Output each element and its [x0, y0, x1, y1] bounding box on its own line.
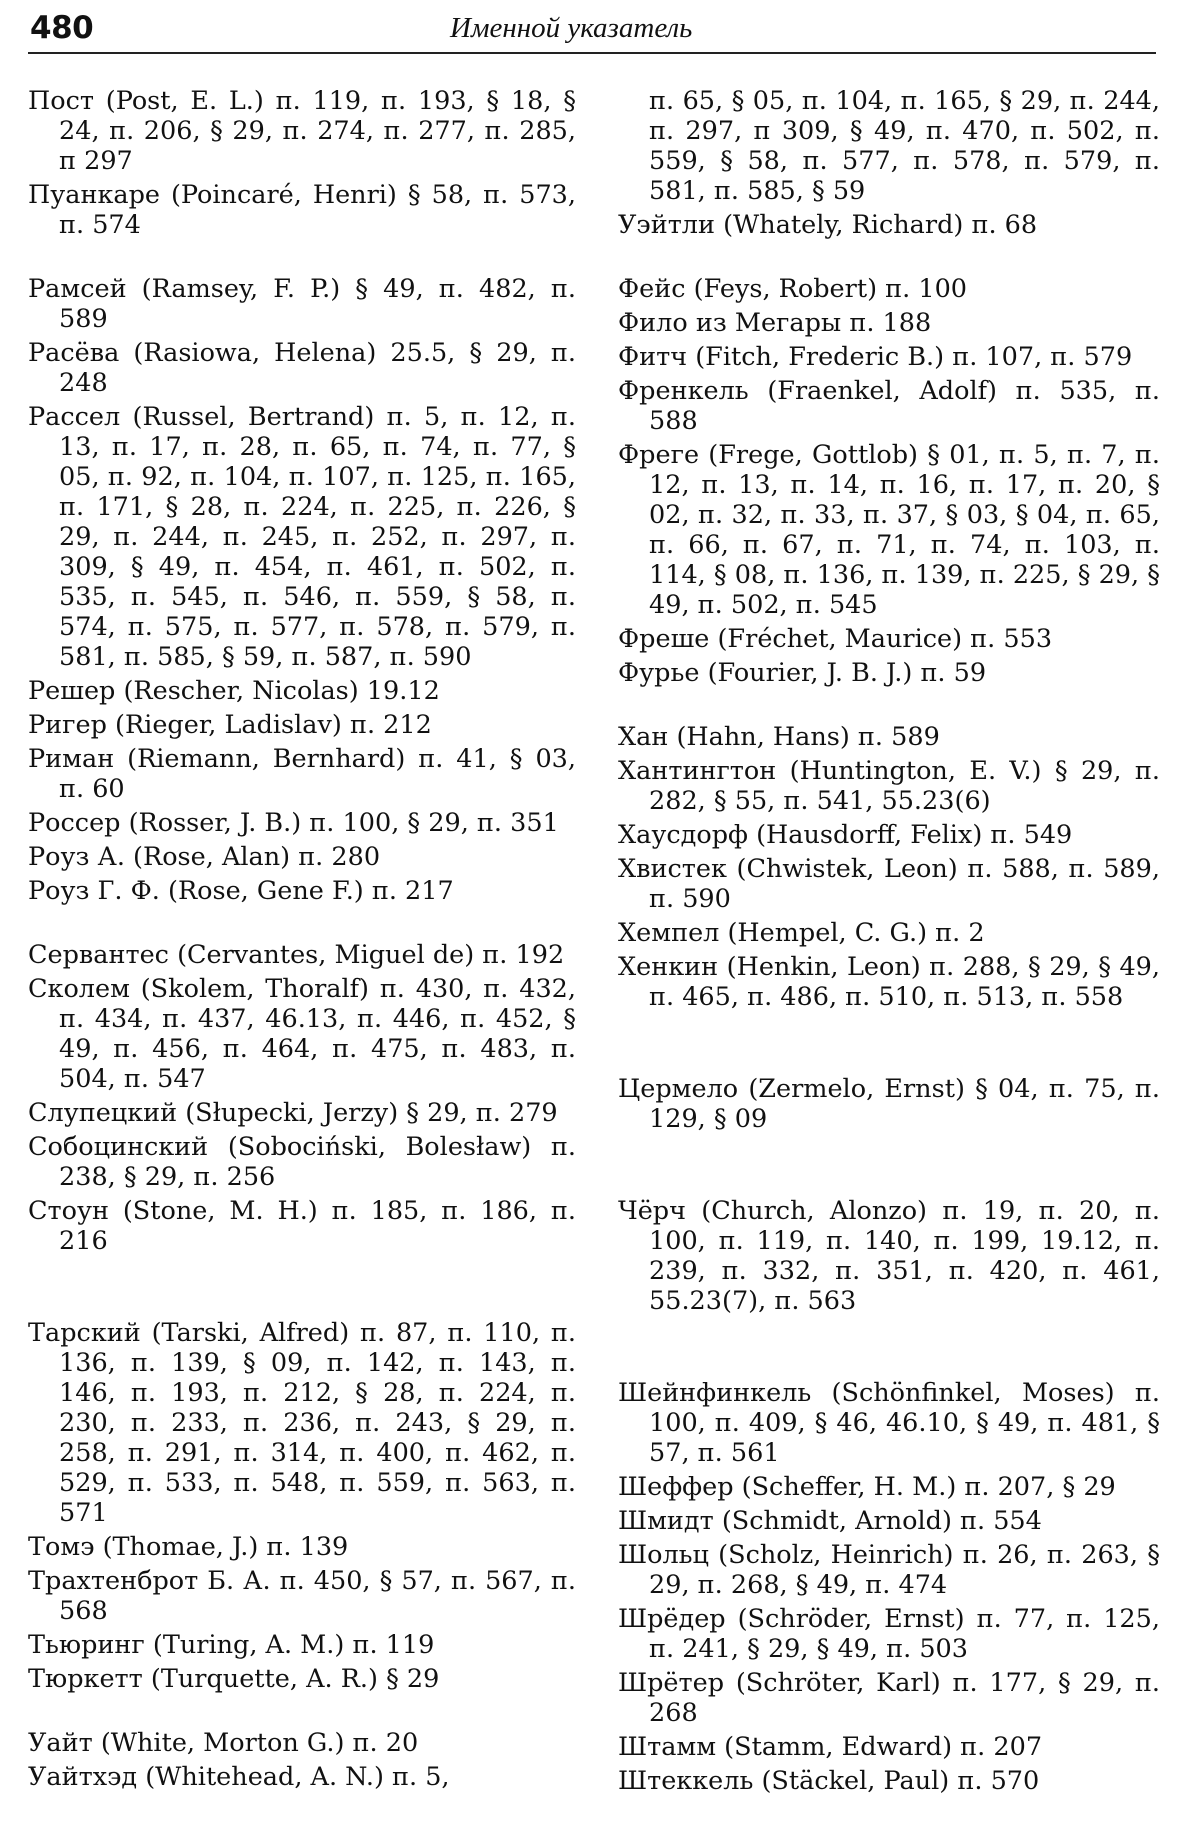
letter-group-gap — [28, 1260, 576, 1318]
index-entry: Шрётер (Schröter, Karl) п. 177, § 29, п. 268 — [618, 1668, 1160, 1728]
letter-group-gap — [618, 244, 1160, 274]
index-entry: Фейс (Feys, Robert) п. 100 — [618, 274, 968, 304]
letter-group-gap — [28, 244, 576, 274]
index-entry: Шейнфинкель (Schönfinkel, Moses) п. 100, п. 409, § 46, 46.10, § 49, п. 481, § 57, п. 561 — [618, 1378, 1160, 1468]
letter-group-gap — [28, 910, 576, 940]
right-column — [618, 86, 1160, 1800]
index-entry: Шрёдер (Schröder, Ernst) п. 77, п. 125, п. 241, § 29, § 49, п. 503 — [618, 1604, 1160, 1664]
index-entry: Сколем (Skolem, Thoralf) п. 430, п. 432, п. 434, п. 437, 46.13, п. 446, п. 452, § 49, п. 456, п. 464, п. 475, п. 483, п. 504, п. 547 — [28, 974, 576, 1094]
letter-group-gap — [618, 692, 1160, 722]
index-entry: Хвистек (Chwistek, Leon) п. 588, п. 589, п. 590 — [618, 854, 1160, 914]
index-entry: Уэйтли (Whately, Richard) п. 68 — [618, 210, 1038, 240]
index-entry: Пост (Post, E. L.) п. 119, п. 193, § 18, § 24, п. 206, § 29, п. 274, п. 277, п. 285, п 297 — [28, 86, 576, 176]
index-entry: Ригер (Rieger, Ladislav) п. 212 — [28, 710, 432, 740]
index-entry: Рассел (Russel, Bertrand) п. 5, п. 12, п. 13, п. 17, п. 28, п. 65, п. 74, п. 77, § 05, п. 92, п. 104, п. 107, п. 125, п. 165, п. 171, § 28, п. 224, п. 225, п. 226, § 29, п. 244, п. 245, п. 252, п. 297, п. 309, § 49, п. 454, п. 461, п. 502, п. 535, п. 545, п. 546, п. 559, § 58, п. 574, п. 575, п. 577, п. 578, п. 579, п. 581, п. 585, § 59, п. 587, п. 590 — [28, 402, 576, 672]
index-entry: Тарский (Tarski, Alfred) п. 87, п. 110, п. 136, п. 139, § 09, п. 142, п. 143, п. 146, п. 193, п. 212, § 28, п. 224, п. 230, п. 233, п. 236, п. 243, § 29, п. 258, п. 291, п. 314, п. 400, п. 462, п. 529, п. 533, п. 548, п. 559, п. 563, п. 571 — [28, 1318, 576, 1528]
index-entry: Сервантес (Cervantes, Miguel de) п. 192 — [28, 940, 565, 970]
index-entry: Хенкин (Henkin, Leon) п. 288, § 29, § 49, п. 465, п. 486, п. 510, п. 513, п. 558 — [618, 952, 1160, 1012]
letter-group-gap — [618, 1320, 1160, 1378]
index-entry: Фурье (Fourier, J. B. J.) п. 59 — [618, 658, 987, 688]
running-title: Именной указатель — [450, 12, 693, 44]
index-entry: Расёва (Rasiowa, Helena) 25.5, § 29, п. 248 — [28, 338, 576, 398]
index-entry: Чёрч (Church, Alonzo) п. 19, п. 20, п. 100, п. 119, п. 140, п. 199, 19.12, п. 239, п. 332, п. 351, п. 420, п. 461, 55.23(7), п. 563 — [618, 1196, 1160, 1316]
index-entry: Решер (Rescher, Nicolas) 19.12 — [28, 676, 440, 706]
left-column — [28, 86, 576, 1796]
index-entry: Собоцинский (Sobociński, Bolesław) п. 238, § 29, п. 256 — [28, 1132, 576, 1192]
index-entry: Уайт (White, Morton G.) п. 20 — [28, 1728, 419, 1758]
index-entry: п. 65, § 05, п. 104, п. 165, § 29, п. 244, п. 297, п 309, § 49, п. 470, п. 502, п. 559, § 58, п. 577, п. 578, п. 579, п. 581, п. 585, § 59 — [649, 86, 1160, 206]
index-entry: Трахтенброт Б. А. п. 450, § 57, п. 567, п. 568 — [28, 1566, 576, 1626]
index-entry: Хаусдорф (Hausdorff, Felix) п. 549 — [618, 820, 1073, 850]
index-entry: Цермело (Zermelo, Ernst) § 04, п. 75, п. 129, § 09 — [618, 1074, 1160, 1134]
index-entry: Россер (Rosser, J. B.) п. 100, § 29, п. 351 — [28, 808, 559, 838]
index-entry: Рамсей (Ramsey, F. P.) § 49, п. 482, п. 589 — [28, 274, 576, 334]
index-entry: Слупецкий (Słupecki, Jerzy) § 29, п. 279 — [28, 1098, 558, 1128]
index-entry: Шмидт (Schmidt, Arnold) п. 554 — [618, 1506, 1042, 1536]
letter-group-gap — [28, 1698, 576, 1728]
page-header — [30, 8, 1156, 52]
index-entry: Шольц (Scholz, Heinrich) п. 26, п. 263, § 29, п. 268, § 49, п. 474 — [618, 1540, 1160, 1600]
index-entry: Хантингтон (Huntington, E. V.) § 29, п. 282, § 55, п. 541, 55.23(6) — [618, 756, 1160, 816]
index-entry: Штеккель (Stäckel, Paul) п. 570 — [618, 1766, 1040, 1796]
index-entry: Тьюринг (Turing, A. M.) п. 119 — [28, 1630, 435, 1660]
index-entry: Риман (Riemann, Bernhard) п. 41, § 03, п. 60 — [28, 744, 576, 804]
index-entry: Стоун (Stone, M. H.) п. 185, п. 186, п. 216 — [28, 1196, 576, 1256]
index-entry: Уайтхэд (Whitehead, A. N.) п. 5, — [28, 1762, 450, 1792]
header-rule — [28, 52, 1156, 54]
index-entry: Пуанкаре (Poincaré, Henri) § 58, п. 573, п. 574 — [28, 180, 576, 240]
page-number: 480 — [30, 10, 94, 46]
index-entry: Фитч (Fitch, Frederic B.) п. 107, п. 579 — [618, 342, 1133, 372]
index-entry: Хемпел (Hempel, C. G.) п. 2 — [618, 918, 985, 948]
index-entry: Хан (Hahn, Hans) п. 589 — [618, 722, 940, 752]
index-entry: Фило из Мегары п. 188 — [618, 308, 932, 338]
letter-group-gap — [618, 1138, 1160, 1196]
index-entry: Френкель (Fraenkel, Adolf) п. 535, п. 588 — [618, 376, 1160, 436]
letter-group-gap — [618, 1016, 1160, 1074]
index-entry: Шеффер (Scheffer, H. M.) п. 207, § 29 — [618, 1472, 1116, 1502]
index-entry: Фреге (Frege, Gottlob) § 01, п. 5, п. 7, п. 12, п. 13, п. 14, п. 16, п. 17, п. 20, § 02, п. 32, п. 33, п. 37, § 03, § 04, п. 65, п. 66, п. 67, п. 71, п. 74, п. 103, п. 114, § 08, п. 136, п. 139, п. 225, § 29, § 49, п. 502, п. 545 — [618, 440, 1160, 620]
index-entry: Фреше (Fréchet, Maurice) п. 553 — [618, 624, 1053, 654]
index-entry: Роуз Г. Ф. (Rose, Gene F.) п. 217 — [28, 876, 454, 906]
index-entry: Штамм (Stamm, Edward) п. 207 — [618, 1732, 1043, 1762]
index-entry: Томэ (Thomae, J.) п. 139 — [28, 1532, 349, 1562]
index-entry: Тюркетт (Turquette, A. R.) § 29 — [28, 1664, 440, 1694]
index-entry: Роуз А. (Rose, Alan) п. 280 — [28, 842, 381, 872]
